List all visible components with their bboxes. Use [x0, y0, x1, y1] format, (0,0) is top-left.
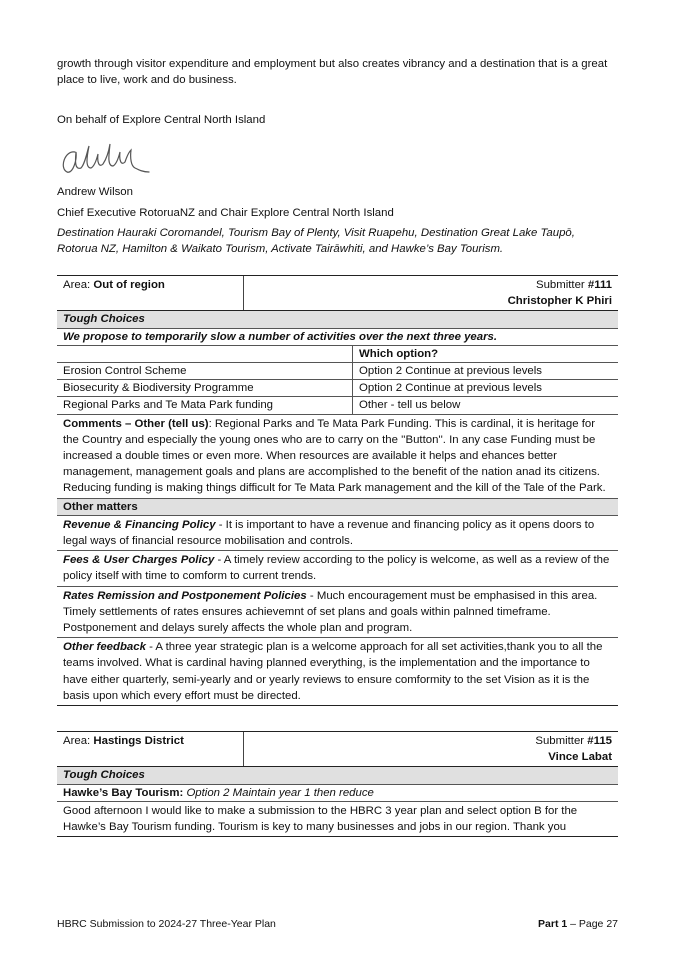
- table-row: Regional Parks and Te Mata Park funding Other - tell us below: [57, 396, 618, 413]
- intro-paragraph: growth through visitor expenditure and employment but also creates vibrancy and a destination that is a great place to live, work and do business.: [57, 58, 608, 87]
- submission-header: [57, 275, 618, 311]
- submission-115: [57, 731, 618, 837]
- area-cell: Area: Out of region: [57, 276, 244, 310]
- comment-paragraph: Good afternoon I would like to make a submission to the HBRC 3 year plan and select option B for the Hawke’s Bay Tourism funding. Tourism is key to many businesses and jobs in our region. Thank you: [57, 801, 618, 837]
- submitter-cell: Submitter #115 Vince Labat: [244, 732, 618, 766]
- comments-paragraph: Comments – Other (tell us): Regional Parks and Te Mata Park Funding. This is cardinal, it is heritage for the Country and especially the young ones who are to carry on the ''Button''. In any case Funding must be increased a double times or even more. When resources are available it helps and ehances better management, management goals and plans are accomplished to the benefit of the nation anad its citizens. Reducing funding is making things difficult for Te Mata Park management and the kill of the Tale of the Park.: [57, 414, 618, 498]
- table-row: Biosecurity & Biodiversity Programme Option 2 Continue at previous levels: [57, 379, 618, 396]
- signatory-name: Andrew Wilson: [57, 186, 133, 198]
- submission-111: [57, 275, 618, 706]
- section-other-matters: Other matters: [57, 498, 618, 516]
- matter-fees: Fees & User Charges Policy - A timely review according to the policy is welcome, as well as a review of the policy itself with time to comform to current trends.: [57, 550, 618, 585]
- section-tough-choices: Tough Choices: [57, 311, 618, 328]
- matter-revenue: Revenue & Financing Policy - It is important to have a revenue and financing policy as it opens doors to legal ways of financial resource mobilisation and controls.: [63, 518, 595, 548]
- table-row: Erosion Control Scheme Option 2 Continue at previous levels: [57, 362, 618, 379]
- matter-other-feedback: Other feedback - A three year strategic plan is a welcome approach for all set activities,thank you to all the teams involved. What is cardinal having planned everything, is the implementation and the importance to have either quarterly, semi-yearly and or yearly reviews to ensure comformity to the set Vision as it is the basis upon which every effort must be directed.: [57, 637, 618, 706]
- area-cell: Area: Hastings District: [57, 732, 244, 766]
- page-footer: [57, 916, 618, 932]
- submission-header: [57, 731, 618, 767]
- question-text: We propose to temporarily slow a number of activities over the next three years.: [63, 330, 498, 343]
- footer-page: Part 1 – Page 27: [538, 918, 618, 930]
- signature-image: [57, 138, 167, 180]
- submitter-name: Christopher K Phiri: [507, 295, 612, 308]
- submitter-cell: Submitter #111 Christopher K Phiri: [244, 276, 618, 310]
- on-behalf-line: On behalf of Explore Central North Island: [57, 114, 266, 126]
- section-tough-choices: Tough Choices: [57, 767, 618, 784]
- signatory-title: Chief Executive RotoruaNZ and Chair Explore Central North Island: [57, 207, 394, 219]
- submitter-name: Vince Labat: [548, 751, 612, 764]
- organisations-list: Destination Hauraki Coromandel, Tourism Bay of Plenty, Visit Ruapehu, Destination Great Lake Taupō, Rotorua NZ, Hamilton & Waikato Tourism, Activate Tairāwhiti, and Hawke’s Bay Tourism.: [57, 227, 575, 256]
- footer-title: HBRC Submission to 2024-27 Three-Year Plan: [57, 918, 276, 930]
- topic-line: Hawke’s Bay Tourism: Option 2 Maintain year 1 then reduce: [63, 786, 374, 799]
- option-header-row: Which option?: [57, 345, 618, 362]
- matter-rates: Rates Remission and Postponement Policies - Much encouragement must be emphasised in this area. Timely settlements of rates ensures achievemnt of set plans and goals within palnned timeframe. Postponement and delays surely affects the whole plan and program.: [57, 586, 618, 638]
